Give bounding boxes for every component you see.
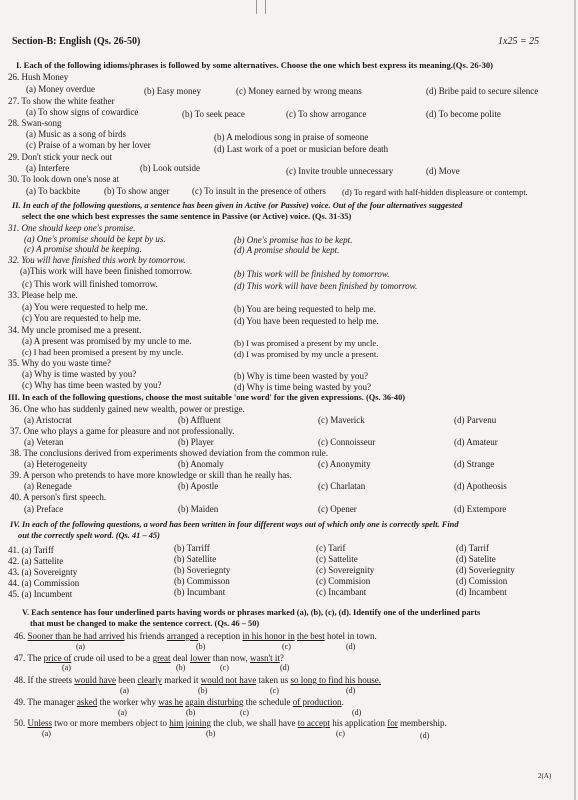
underlined-part-a: price of	[43, 653, 72, 663]
option-42b: (b) Satellite	[174, 554, 217, 564]
option-39c: (c) Charlatan	[318, 481, 366, 491]
option-33d: (d) You have been requested to help me.	[234, 316, 379, 326]
sentence-text: the worker why	[97, 697, 159, 707]
underlined-part-b: clearly	[137, 675, 162, 685]
option-26c: (c) Money earned by wrong means	[236, 86, 362, 96]
option-30b: (b) To show anger	[104, 186, 170, 196]
label-49a: (a)	[118, 708, 127, 717]
option-34c: (c) I had been promised a present by my uncle.	[22, 347, 184, 357]
option-26d: (d) Bribe paid to secure silence	[426, 86, 539, 96]
underlined-part-c: in his honor in	[242, 631, 295, 641]
section-2-instruction-2: select the one which best expresses the same sentence in Passive (or Active) voice. (Qs. 31-35)	[22, 212, 352, 221]
page-code: 2(A)	[538, 772, 552, 780]
sentence-text: 47. The	[14, 653, 44, 663]
label-50d: (d)	[420, 731, 430, 740]
sentence-text: a reception	[198, 631, 243, 641]
question-33: 33. Please help me.	[8, 290, 78, 300]
option-32b: (b) This work will be finished by tomorrow.	[234, 269, 390, 279]
underlined-part-a: asked	[76, 697, 98, 707]
label-49d: (d)	[352, 708, 362, 717]
scan-mark	[265, 0, 266, 14]
underlined-part-b: him joining	[169, 718, 211, 728]
underlined-part-c: to accept	[297, 718, 330, 728]
underlined-part-d: so long to find his house.	[290, 675, 381, 685]
section-5-instruction-2: that must be changed to make the sentence correct. (Qs. 46 – 50)	[30, 619, 260, 628]
option-32d: (d) This work will have been finished by tomorrow.	[234, 281, 418, 291]
option-26b: (b) Easy money	[144, 86, 201, 96]
question-35: 35. Why do you waste time?	[8, 358, 111, 368]
question-36: 36. One who has suddenly gained new wealth, power or prestige.	[10, 404, 245, 414]
underlined-part-a: Unless	[27, 718, 52, 728]
option-30d: (d) To regard with half-hidden displeasure or contempt.	[342, 188, 528, 197]
option-31a: (a) One's promise should be kept by us.	[24, 234, 166, 244]
question-39: 39. A person who pretends to have more knowledge or skill than he really has.	[10, 470, 292, 480]
option-32a: (a)This work will have been finished tomorrow.	[20, 266, 193, 276]
sentence-text: taken us	[256, 675, 291, 685]
sentence-text: his friends	[124, 631, 167, 641]
label-47d: (d)	[280, 663, 290, 672]
sentence-text: two or more members object to	[52, 718, 170, 728]
underlined-part-b: arranged	[166, 631, 199, 641]
option-44c: (c) Commision	[316, 576, 371, 586]
underlined-part-b: great	[152, 653, 171, 663]
option-34a: (a) A present was promised by my uncle to me.	[22, 336, 192, 346]
option-36d: (d) Parvenu	[454, 415, 497, 425]
option-33b: (b) You are being requested to help me.	[234, 304, 376, 314]
option-39b: (b) Apostle	[178, 481, 219, 491]
option-41c: (c) Tarif	[316, 543, 346, 553]
option-31b: (b) One's promise has to be kept.	[234, 235, 353, 245]
section-4-instruction-1: IV. In each of the following questions, a word has been written in four different ways out of which only one is correctly spelt. Find	[10, 520, 459, 529]
underlined-part-c: would not have	[200, 675, 257, 685]
label-48b: (b)	[198, 686, 208, 695]
option-37b: (b) Player	[178, 437, 214, 447]
option-35c: (c) Why has time been wasted by you?	[22, 380, 162, 390]
option-35b: (b) Why is time been wasted by you?	[234, 371, 369, 381]
option-29a: (a) Interfere	[26, 163, 70, 173]
option-31c: (c) A promise should be keeping.	[24, 244, 142, 254]
label-47b: (b)	[176, 663, 186, 672]
label-46c: (c)	[282, 642, 291, 651]
label-49b: (b)	[186, 708, 196, 717]
sentence-text: 50.	[14, 718, 28, 728]
question-46	[14, 631, 377, 641]
option-38c: (c) Anonymity	[318, 459, 371, 469]
underlined-part-b: was he	[158, 697, 184, 707]
underlined-part-c: lower	[190, 653, 211, 663]
sentence-text: the club, we shall have	[211, 718, 298, 728]
option-28a: (a) Music as a song of birds	[26, 129, 126, 139]
label-47a: (a)	[62, 663, 71, 672]
label-50b: (b)	[206, 729, 216, 738]
underlined-part-a: Sooner than he had arrived	[27, 631, 125, 641]
question-30: 30. To look down one's nose at	[8, 174, 120, 184]
section-5-instruction-1: V. Each sentence has four underlined parts having words or phrases marked (a), (b), (c), (d). Identify one of the underlined parts	[22, 608, 481, 617]
question-27: 27. To show the white feather	[8, 96, 115, 106]
sentence-text: than now,	[210, 653, 250, 663]
option-39d: (d) Apotheosis	[454, 481, 507, 491]
option-26a: (a) Money overdue	[26, 84, 95, 94]
option-31d: (d) A promise should be kept.	[234, 245, 340, 255]
option-34d: (d) I was promised by my uncle a present.	[234, 349, 379, 359]
underlined-part-d: the best	[296, 631, 325, 641]
sentence-text: deal	[170, 653, 191, 663]
option-43c: (c) Sovereignity	[316, 565, 375, 575]
option-40b: (b) Maiden	[178, 504, 219, 514]
option-37a: (a) Veteran	[24, 437, 64, 447]
question-49	[14, 697, 344, 707]
option-28d: (d) Last work of a poet or musician before death	[214, 144, 389, 154]
question-29: 29. Don't stick your neck out	[8, 152, 113, 162]
question-47	[14, 653, 284, 663]
sentence-text: .	[341, 697, 344, 707]
option-30c: (c) To insult in the presence of others	[192, 186, 326, 196]
label-50c: (c)	[336, 729, 345, 738]
question-28: 28. Swan-song	[8, 118, 62, 128]
option-32c: (c) This work will finished tomorrow.	[22, 279, 158, 289]
label-46b: (b)	[196, 642, 206, 651]
label-48c: (c)	[270, 686, 279, 695]
option-42d: (d) Satelite	[456, 554, 496, 564]
option-40a: (a) Preface	[24, 504, 64, 514]
option-39a: (a) Renegade	[24, 481, 72, 491]
option-27b: (b) To seek peace	[182, 109, 245, 119]
question-34: 34. My uncle promised me a present.	[8, 325, 142, 335]
question-26: 26. Hush Money	[8, 72, 69, 82]
option-27c: (c) To show arrogance	[286, 109, 367, 119]
label-48d: (d)	[346, 686, 356, 695]
sentence-text: membership.	[397, 718, 447, 728]
sentence-text: crude oil used to be a	[71, 653, 153, 663]
option-28b: (b) A melodious song in praise of someone	[214, 132, 369, 142]
option-27a: (a) To show signs of cowardice	[26, 107, 139, 117]
question-50	[14, 718, 447, 728]
question-38: 38. The conclusions derived from experiments showed deviation from the common rule.	[10, 448, 329, 458]
sentence-text: ?	[279, 653, 284, 663]
question-48	[14, 675, 381, 685]
label-49c: (c)	[240, 708, 249, 717]
option-35d: (d) Why is time being wasted by you?	[234, 382, 372, 392]
sentence-text: marked it	[161, 675, 201, 685]
option-45c: (c) Incambant	[316, 587, 367, 597]
page-edge-shadow	[574, 0, 576, 800]
option-36c: (c) Maverick	[318, 415, 365, 425]
option-28c: (c) Praise of a woman by her lover	[26, 140, 151, 150]
option-44b: (b) Commisson	[174, 576, 230, 586]
section-3-instruction: III. In each of the following questions, choose the most suitable 'one word' for the given expressions. (Qs. 36-40)	[8, 393, 406, 402]
option-29b: (b) Look outside	[140, 163, 200, 173]
label-47c: (c)	[220, 663, 229, 672]
option-33a: (a) You were requested to help me.	[22, 302, 148, 312]
scan-mark	[256, 0, 257, 14]
option-44a: 44. (a) Commission	[8, 578, 80, 588]
section-4-instruction-2: out the correctly spelt word. (Qs. 41 – 45)	[18, 531, 160, 540]
marks-label: 1x25 = 25	[498, 36, 540, 47]
section-1-instruction: I. Each of the following idioms/phrases is followed by some alternatives. Choose the one which best express its meaning.(Qs. 26-30)	[16, 60, 494, 70]
label-46a: (a)	[76, 642, 85, 651]
option-41a: 41. (a) Tariff	[8, 545, 54, 555]
option-40c: (c) Opener	[318, 504, 357, 514]
option-35a: (a) Why is time wasted by you?	[22, 369, 137, 379]
question-37: 37. One who plays a game for pleasure and not professionally.	[10, 426, 235, 436]
option-44d: (d) Comission	[456, 576, 508, 586]
sentence-text: his application	[329, 718, 388, 728]
question-31: 31. One should keep one's promise.	[8, 223, 136, 233]
option-29d: (d) Move	[426, 166, 460, 176]
section-2-instruction-1: II. In each of the following questions, a sentence has been given in Active (or Passive) voice. Out of the four alternatives suggested	[12, 201, 463, 210]
option-38b: (b) Anomaly	[178, 459, 224, 469]
underlined-part-d: of production	[292, 697, 342, 707]
sentence-text: 48. If the streets	[14, 675, 75, 685]
sentence-text: been	[115, 675, 138, 685]
sentence-text: 49. The manager	[14, 697, 77, 707]
option-38a: (a) Heterogeneity	[24, 459, 88, 469]
underlined-part-c: again disturbing	[185, 697, 244, 707]
option-42c: (c) Sattelite	[316, 554, 358, 564]
sentence-text: the schedule	[243, 697, 293, 707]
option-38d: (d) Strange	[454, 459, 495, 469]
sentence-text: 46.	[14, 631, 28, 641]
label-50a: (a)	[42, 729, 51, 738]
question-32: 32. You will have finished this work by tomorrow.	[8, 255, 186, 265]
option-37d: (d) Amateur	[454, 437, 498, 447]
option-45d: (d) Incambent	[456, 587, 507, 597]
option-41b: (b) Tarriff	[174, 543, 210, 553]
question-40: 40. A person's first speech.	[10, 492, 107, 502]
option-27d: (d) To become polite	[426, 109, 501, 119]
option-40d: (d) Extempore	[454, 504, 507, 514]
label-46d: (d)	[346, 642, 356, 651]
option-43d: (d) Soveriegnity	[456, 565, 515, 575]
option-29c: (c) Invite trouble unnecessary	[286, 166, 394, 176]
option-42a: 42. (a) Sattelite	[8, 556, 64, 566]
underlined-part-a: would have	[74, 675, 116, 685]
sentence-text: hotel in town.	[324, 631, 377, 641]
option-45a: 45. (a) Incumbent	[8, 589, 73, 599]
underlined-part-d: wasn't it	[249, 653, 280, 663]
option-34b: (b) I was promised a present by my uncle.	[234, 338, 379, 348]
option-36b: (b) Affluent	[178, 415, 221, 425]
option-36a: (a) Aristocrat	[24, 415, 72, 425]
underlined-part-d: for	[387, 718, 398, 728]
option-41d: (d) Tarrif	[456, 543, 489, 553]
label-48a: (a)	[120, 686, 129, 695]
option-30a: (a) To backbite	[26, 186, 81, 196]
section-title: Section-B: English (Qs. 26-50)	[12, 36, 141, 47]
option-45b: (b) Incumbant	[174, 587, 226, 597]
option-37c: (c) Connoisseur	[318, 437, 376, 447]
option-43b: (b) Soveriegnty	[174, 565, 231, 575]
option-43a: 43. (a) Sovereignty	[8, 567, 78, 577]
option-33c: (c) You are requested to help me.	[22, 313, 141, 323]
